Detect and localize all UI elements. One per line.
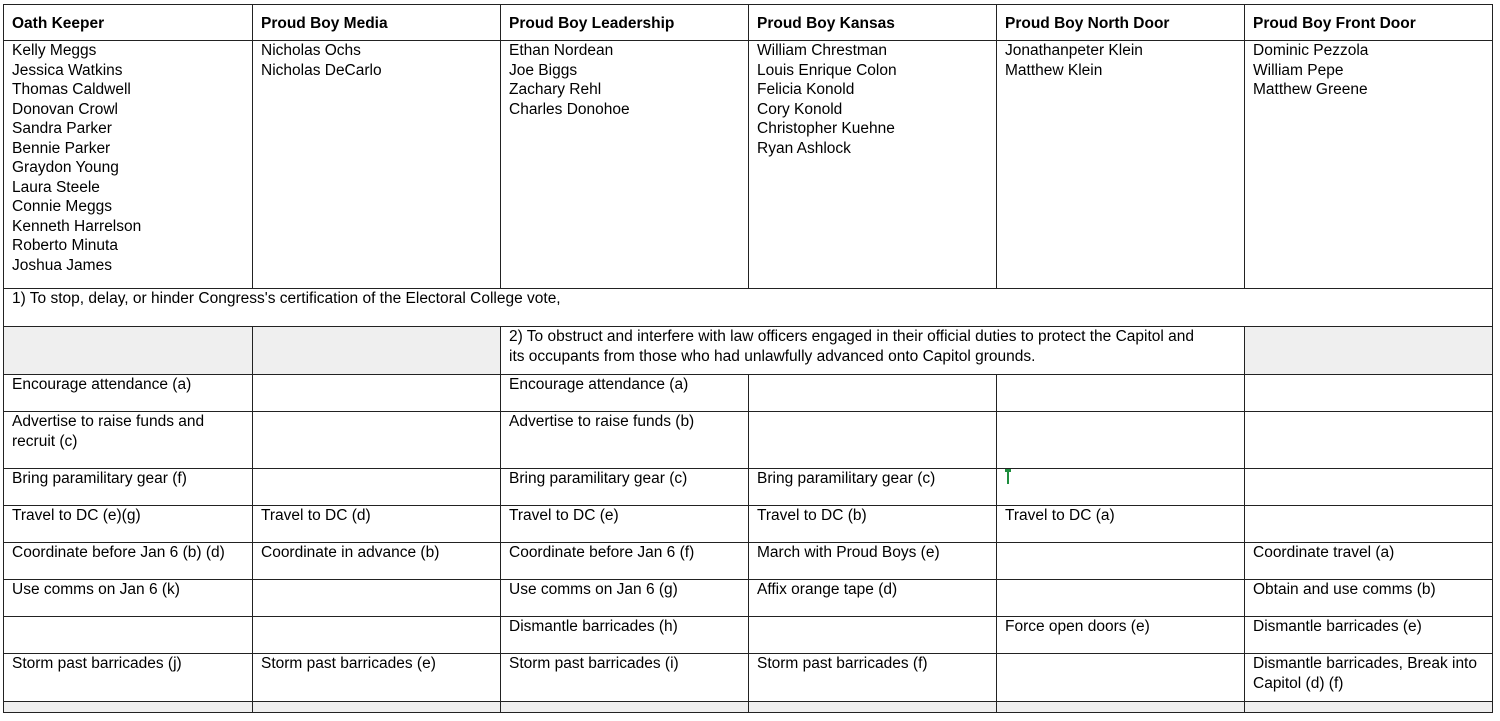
member-name: Jessica Watkins (12, 61, 123, 79)
table-cell[interactable] (749, 412, 997, 469)
table-cell[interactable]: Storm past barricades (i) (501, 654, 749, 702)
member-name: Nicholas Ochs (261, 42, 361, 59)
members-cell[interactable] (997, 41, 1245, 289)
table-cell[interactable]: Coordinate before Jan 6 (f) (501, 543, 749, 580)
empty-cell[interactable] (1245, 327, 1493, 375)
header-cell[interactable]: Proud Boy Front Door (1245, 5, 1493, 41)
member-name: Cory Konold (757, 100, 843, 118)
table-cell[interactable]: Bring paramilitary gear (c) (749, 469, 997, 506)
member-name: Connie Meggs (12, 198, 112, 215)
header-cell[interactable]: Oath Keeper (4, 5, 253, 41)
member-name: Bennie Parker (12, 139, 111, 157)
table-cell[interactable] (253, 375, 501, 412)
member-name: Christopher Kuehne (757, 120, 895, 137)
empty-cell[interactable] (501, 702, 749, 713)
member-name: Zachary Rehl (509, 81, 602, 98)
table-cell[interactable]: Encourage attendance (a) (501, 375, 749, 412)
table-cell[interactable] (997, 412, 1245, 469)
empty-cell[interactable] (1245, 702, 1493, 713)
table-cell[interactable] (1245, 375, 1493, 412)
member-name: Ryan Ashlock (757, 139, 851, 157)
table-cell[interactable]: Coordinate travel (a) (1245, 543, 1493, 580)
goal-1-row (4, 289, 1493, 327)
table-cell[interactable] (997, 469, 1245, 506)
table-row (4, 375, 1493, 412)
empty-cell[interactable] (253, 327, 501, 375)
table-row (4, 617, 1493, 654)
table-cell[interactable] (997, 654, 1245, 702)
table-cell[interactable]: Travel to DC (a) (997, 506, 1245, 543)
members-cell[interactable] (749, 41, 997, 289)
member-name: Charles Donohoe (509, 100, 630, 118)
member-name: Ethan Nordean (509, 42, 614, 59)
table-cell[interactable]: Obtain and use comms (b) (1245, 580, 1493, 617)
table-cell[interactable]: March with Proud Boys (e) (749, 543, 997, 580)
table-row-partial (4, 702, 1493, 713)
table-cell[interactable]: Affix orange tape (d) (749, 580, 997, 617)
members-row (4, 41, 1493, 289)
member-name: William Pepe (1253, 61, 1344, 79)
header-row (4, 5, 1493, 41)
empty-cell[interactable] (749, 702, 997, 713)
table-cell[interactable]: Advertise to raise funds (b) (501, 412, 749, 469)
table-row (4, 580, 1493, 617)
members-cell[interactable] (501, 41, 749, 289)
table-row (4, 543, 1493, 580)
member-name: Matthew Greene (1253, 81, 1368, 98)
table-cell[interactable]: Storm past barricades (f) (749, 654, 997, 702)
table-row (4, 469, 1493, 506)
table-cell[interactable] (253, 469, 501, 506)
member-name: Sandra Parker (12, 120, 112, 137)
member-name: Roberto Minuta (12, 237, 118, 254)
table-cell[interactable]: Encourage attendance (a) (4, 375, 253, 412)
table-cell[interactable]: Force open doors (e) (997, 617, 1245, 654)
table-row (4, 654, 1493, 702)
table-cell[interactable] (253, 617, 501, 654)
table-cell[interactable]: Dismantle barricades (h) (501, 617, 749, 654)
member-name: Matthew Klein (1005, 61, 1103, 79)
table-cell[interactable]: Dismantle barricades (e) (1245, 617, 1493, 654)
header-cell[interactable]: Proud Boy Leadership (501, 5, 749, 41)
member-name: Laura Steele (12, 178, 100, 196)
member-name: Graydon Young (12, 159, 119, 176)
table-cell[interactable]: Use comms on Jan 6 (k) (4, 580, 253, 617)
member-name: Donovan Crowl (12, 100, 118, 118)
table-cell[interactable]: Travel to DC (e) (501, 506, 749, 543)
member-name: Joe Biggs (509, 61, 578, 79)
empty-cell[interactable] (997, 702, 1245, 713)
table-cell[interactable]: Travel to DC (b) (749, 506, 997, 543)
table-cell[interactable] (253, 580, 501, 617)
table-cell[interactable]: Use comms on Jan 6 (g) (501, 580, 749, 617)
empty-cell[interactable] (4, 327, 253, 375)
table-cell[interactable] (1245, 412, 1493, 469)
members-cell[interactable] (253, 41, 501, 289)
header-cell[interactable]: Proud Boy Media (253, 5, 501, 41)
table-cell[interactable]: Advertise to raise funds and recruit (c) (4, 412, 253, 469)
table-cell[interactable]: Travel to DC (d) (253, 506, 501, 543)
table-cell[interactable]: Coordinate in advance (b) (253, 543, 501, 580)
goal-2-cell[interactable]: 2) To obstruct and interfere with law officers engaged in their official duties to protect the Capitol and its occupants from those who had unlawfully advanced onto Capitol grounds. (501, 327, 1245, 375)
empty-cell[interactable] (253, 702, 501, 713)
member-name: Felicia Konold (757, 81, 855, 98)
table-cell[interactable] (749, 375, 997, 412)
overt-acts-body (4, 375, 1493, 702)
table-cell[interactable] (4, 617, 253, 654)
table-cell[interactable] (997, 543, 1245, 580)
table-cell[interactable]: Bring paramilitary gear (f) (4, 469, 253, 506)
comment-flag-icon[interactable] (1005, 469, 1013, 487)
table-cell[interactable] (997, 580, 1245, 617)
flag-cloth (1005, 469, 1011, 473)
table-row (4, 506, 1493, 543)
table-cell[interactable]: Dismantle barricades, Break into Capitol (d) (f) (1245, 654, 1493, 702)
goal-1-cell[interactable]: 1) To stop, delay, or hinder Congress's certification of the Electoral College vote, (4, 289, 1493, 327)
table-cell[interactable] (1245, 506, 1493, 543)
table-cell[interactable]: Coordinate before Jan 6 (b) (d) (4, 543, 253, 580)
table-cell[interactable]: Bring paramilitary gear (c) (501, 469, 749, 506)
table-cell[interactable] (749, 617, 997, 654)
header-cell[interactable]: Proud Boy Kansas (749, 5, 997, 41)
members-cell[interactable] (4, 41, 253, 289)
table-cell[interactable]: Storm past barricades (j) (4, 654, 253, 702)
table-row (4, 412, 1493, 469)
table-cell[interactable] (1245, 469, 1493, 506)
member-name: Louis Enrique Colon (757, 61, 897, 79)
table-cell[interactable] (253, 412, 501, 469)
member-name: Kenneth Harrelson (12, 217, 142, 235)
empty-cell[interactable] (4, 702, 253, 713)
defendants-table (3, 4, 1493, 713)
table-cell[interactable]: Travel to DC (e)(g) (4, 506, 253, 543)
member-name: Nicholas DeCarlo (261, 61, 382, 79)
member-name: Thomas Caldwell (12, 81, 131, 98)
member-name: Jonathanpeter Klein (1005, 42, 1143, 59)
header-cell[interactable]: Proud Boy North Door (997, 5, 1245, 41)
table-cell[interactable] (997, 375, 1245, 412)
members-cell[interactable] (1245, 41, 1493, 289)
member-name: William Chrestman (757, 42, 888, 59)
member-name: Joshua James (12, 256, 112, 274)
table-cell[interactable]: Storm past barricades (e) (253, 654, 501, 702)
member-name: Kelly Meggs (12, 42, 97, 59)
goal-2-row (4, 327, 1493, 375)
member-name: Dominic Pezzola (1253, 42, 1369, 59)
